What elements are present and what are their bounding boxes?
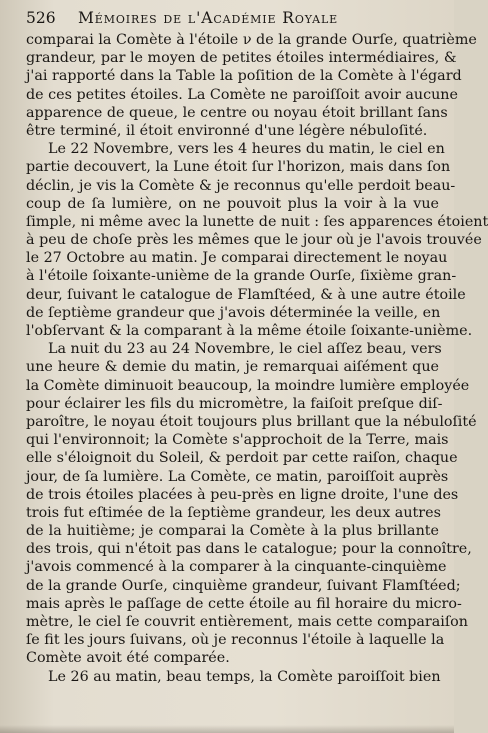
text-line: j'ai rapporté dans la Table la poſition de la Comète à l'égard bbox=[26, 68, 462, 85]
text-line: comparai la Comète à l'étoile ν de la grande Ourſe, quatrième bbox=[26, 32, 477, 48]
page-header bbox=[26, 8, 446, 28]
text-line: de ces petites étoiles. La Comète ne paroiſſoit avoir aucune bbox=[26, 86, 458, 103]
body-text bbox=[26, 31, 488, 686]
text-line: qui l'environnoit; la Comète s'approchoit de la Terre, mais bbox=[26, 432, 449, 449]
text-line: paroître, le noyau étoit toujours plus brillant que la nébuloſité bbox=[26, 413, 477, 430]
text-line: grandeur, par le moyen de petites étoiles intermédiaires, & bbox=[26, 50, 457, 67]
text-line: des trois, qui n'étoit pas dans le catalogue; pour la connoître, bbox=[26, 541, 472, 558]
text-line: elle s'éloignoit du Soleil, & perdoit par cette raiſon, chaque bbox=[26, 450, 458, 467]
text-line: jour, de ſa lumière. La Comète, ce matin, paroiſſoit auprès bbox=[26, 468, 449, 485]
text-line: de ſeptième grandeur que j'avois déterminée la veille, en bbox=[26, 304, 441, 321]
text-line: l'obſervant & la comparant à la même étoile ſoixante-unième. bbox=[26, 323, 473, 339]
text-line: ſimple, ni même avec la lunette de nuit : ſes apparences étoient bbox=[26, 213, 488, 230]
text-line: mais après le paſſage de cette étoile au fil horaire du micro- bbox=[26, 595, 462, 612]
text-line: à l'étoile ſoixante-unième de la grande Ourſe, ſixième gran- bbox=[26, 268, 457, 285]
text-line: de la huitième; je comparai la Comète à la plus brillante bbox=[26, 523, 439, 540]
text-line: La nuit du 23 au 24 Novembre, le ciel aſſez beau, vers bbox=[48, 341, 442, 358]
text-line: de la grande Ourſe, cinquième grandeur, ſuivant Flamſtéed; bbox=[26, 577, 461, 594]
text-line: Le 26 au matin, beau temps, la Comète paroiſſoit bien bbox=[48, 668, 441, 685]
text-line: à peu de choſe près les mêmes que le jour où je l'avois trouvée bbox=[26, 232, 482, 249]
text-line: être terminé, il étoit environné d'une légère nébuloſité. bbox=[26, 122, 428, 139]
text-line: de trois étoiles placées à peu-près en ligne droite, l'une des bbox=[26, 486, 459, 503]
text-line: Comète avoit été comparée. bbox=[26, 650, 230, 667]
text-line: ſe fit les jours ſuivans, où je reconnus l'étoile à laquelle la bbox=[26, 632, 445, 649]
text-line: apparence de queue, le centre ou noyau étoit brillant ſans bbox=[26, 104, 448, 121]
text-line: partie decouvert, la Lune étoit ſur l'horizon, mais dans ſon bbox=[26, 159, 451, 176]
text-line: j'avois commencé à la comparer à la cinquante-cinquième bbox=[26, 559, 447, 576]
text-line: la Comète diminuoit beaucoup, la moindre lumière employée bbox=[26, 377, 470, 394]
page-edge-shadow bbox=[0, 725, 454, 733]
page-number: 526 bbox=[26, 9, 56, 27]
text-line: le 27 Octobre au matin. Je comparai directement le noyau bbox=[26, 250, 448, 267]
text-line: deur, ſuivant le catalogue de Flamſtéed, & à une autre étoile bbox=[26, 286, 466, 303]
text-line: une heure & demie du matin, je remarquai aiſément que bbox=[26, 359, 439, 376]
text-line: trois fut eſtimée de la ſeptième grandeur, les deux autres bbox=[26, 504, 441, 521]
running-title: Mémoires de l'Académie Royale bbox=[78, 9, 339, 27]
text-line: coup de ſa lumière, on ne pouvoit plus la voir à la vue bbox=[26, 195, 439, 212]
text-line: mètre, le ciel ſe couvrit entièrement, mais cette comparaiſon bbox=[26, 614, 468, 630]
text-line: pour éclairer les fils du micromètre, la faiſoit preſque diſ- bbox=[26, 395, 443, 412]
text-line: Le 22 Novembre, vers les 4 heures du matin, le ciel en bbox=[48, 141, 445, 158]
text-line: déclin, je vis la Comète & je reconnus qu'elle perdoit beau- bbox=[26, 177, 456, 194]
